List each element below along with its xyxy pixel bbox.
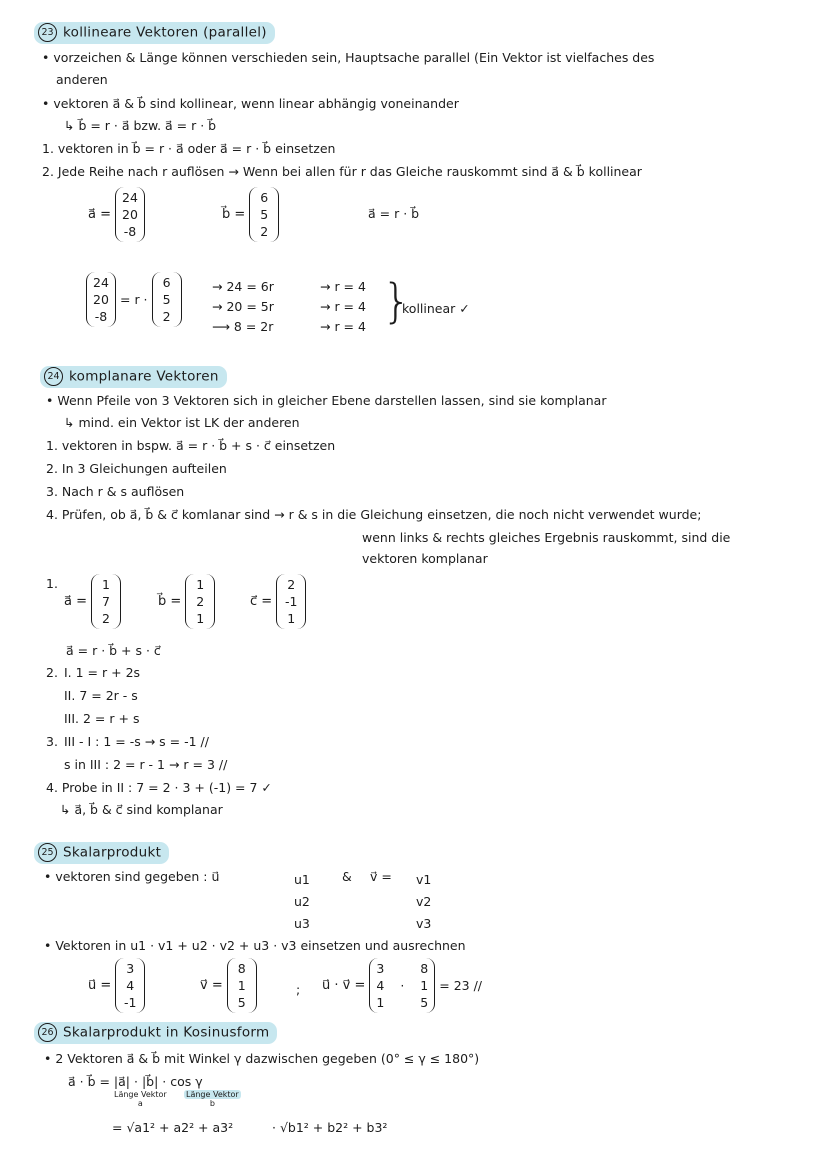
component: v2 <box>416 894 432 909</box>
column-vector <box>227 958 257 1013</box>
s23-bullet-2: • vektoren a⃗ & b⃗ sind kollinear, wenn linear abhängig voneinander <box>42 96 459 111</box>
component: 4 <box>376 978 385 993</box>
s24-step-4-cont2: vektoren komplanar <box>362 551 488 566</box>
s26-length-b-note <box>184 1090 241 1108</box>
column-vector <box>91 574 121 629</box>
s24-equation-I: I. 1 = r + 2s <box>64 665 141 680</box>
row-equation: → 20 = 5r <box>212 299 274 314</box>
s23-vector-b <box>222 187 279 242</box>
s25-bullet-1: • vektoren sind gegeben : u⃗ <box>44 869 220 884</box>
component: 6 <box>260 190 269 205</box>
dot-product-label: u⃗ · v⃗ = <box>322 978 366 993</box>
component: 1 <box>102 577 110 592</box>
r-result: → r = 4 <box>320 299 366 314</box>
component: v1 <box>416 872 432 887</box>
s24-solve-s: III - I : 1 = -s → s = -1 // <box>64 734 209 749</box>
s24-solve-r: s in III : 2 = r - 1 → r = 3 // <box>64 757 228 772</box>
column-vector <box>115 187 145 242</box>
annotation: Länge Vektor <box>114 1090 167 1099</box>
s23-result: kollinear ✓ <box>402 301 470 316</box>
component: 2 <box>162 309 171 324</box>
column-vector <box>115 958 145 1013</box>
s24-vector-a <box>64 574 121 629</box>
section-26-header <box>34 1022 277 1044</box>
component: 8 <box>237 961 246 976</box>
component: 5 <box>162 292 171 307</box>
component: -1 <box>124 995 137 1010</box>
vector-label: a⃗ = <box>64 594 87 609</box>
section-24-header <box>40 366 227 388</box>
annotation: b <box>209 1099 215 1108</box>
component: 4 <box>126 978 135 993</box>
r-multiplier: = r · <box>120 292 148 307</box>
s23-bullet-1-cont: anderen <box>56 72 108 87</box>
row-equation: → 24 = 6r <box>212 279 274 294</box>
s24-step-4-cont: wenn links & rechts gleiches Ergebnis rauskommt, sind die <box>362 530 731 545</box>
s24-conclusion: ↳ a⃗, b⃗ & c⃗ sind komplanar <box>60 802 223 817</box>
s23-r-results <box>320 277 366 337</box>
component: 1 <box>287 611 296 626</box>
s23-step-1: 1. vektoren in b⃗ = r · a⃗ oder a⃗ = r · b⃗ einsetzen <box>42 141 336 156</box>
vector-label: a⃗ = <box>88 207 111 222</box>
s26-bullet-1: • 2 Vektoren a⃗ & b⃗ mit Winkel γ dazwischen gegeben (0° ≤ γ ≤ 180°) <box>44 1051 480 1066</box>
s24-step-4: 4. Prüfen, ob a⃗, b⃗ & c⃗ komlanar sind → r & s in die Gleichung einsetzen, die noch nicht verwendet wurde; <box>46 507 702 522</box>
component: 8 <box>420 961 429 976</box>
section-25-header <box>34 842 169 864</box>
component: v3 <box>416 916 432 931</box>
s23-bullet-2-sub: ↳ b⃗ = r · a⃗ bzw. a⃗ = r · b⃗ <box>64 118 217 133</box>
component: u1 <box>294 872 310 887</box>
component: -8 <box>94 309 108 324</box>
column-vector <box>249 187 279 242</box>
s24-step-3: 3. Nach r & s auflösen <box>46 484 185 499</box>
s24-general-equation: a⃗ = r · b⃗ + s · c⃗ <box>66 643 161 658</box>
component: u3 <box>294 916 310 931</box>
component: 2 <box>260 224 269 239</box>
ampersand: & <box>342 869 352 884</box>
section-title: Skalarprodukt <box>63 844 162 861</box>
vector-label: c⃗ = <box>250 594 273 609</box>
component: 5 <box>260 207 269 222</box>
r-result: → r = 4 <box>320 319 366 334</box>
section-number: 23 <box>38 23 57 42</box>
dot-product-result: = 23 // <box>439 978 482 993</box>
component: u2 <box>294 894 310 909</box>
section-title: komplanare Vektoren <box>69 368 219 385</box>
r-result: → r = 4 <box>320 279 366 294</box>
row-equation: ⟶ 8 = 2r <box>212 319 274 334</box>
component: 5 <box>237 995 246 1010</box>
annotation: Länge Vektor <box>186 1090 239 1099</box>
s24-vector-c <box>250 574 306 629</box>
s24-step-2: 2. In 3 Gleichungen aufteilen <box>46 461 227 476</box>
s26-length-a-note <box>114 1090 167 1108</box>
s23-row-equations <box>212 277 274 337</box>
s26-formula: a⃗ · b⃗ = |a⃗| · |b⃗| · cos γ <box>68 1074 203 1089</box>
component: 1 <box>196 577 205 592</box>
s24-equation-III: III. 2 = r + s <box>64 711 140 726</box>
s24-step3-number: 3. <box>46 734 58 749</box>
section-title: Skalarprodukt in Kosinusform <box>63 1024 270 1041</box>
component: 24 <box>122 190 138 205</box>
component: 1 <box>237 978 246 993</box>
s26-sqrt-a: = √a1² + a2² + a3² <box>112 1120 234 1135</box>
s24-example-number: 1. <box>46 576 58 591</box>
component: 6 <box>162 275 171 290</box>
s23-equation: a⃗ = r · b⃗ <box>368 206 420 221</box>
curly-brace-icon: } <box>382 274 412 328</box>
semicolon: ; <box>296 982 301 997</box>
s24-bullet-1: • Wenn Pfeile von 3 Vektoren sich in gleicher Ebene darstellen lassen, sind sie komplanar <box>46 393 607 408</box>
dot-operator: · <box>400 978 405 993</box>
s24-step2-number: 2. <box>46 665 58 680</box>
component: 3 <box>376 961 385 976</box>
s25-vector-u <box>88 958 145 1013</box>
component: 1 <box>376 995 385 1010</box>
s23-step-2: 2. Jede Reihe nach r auflösen → Wenn bei allen für r das Gleiche rauskommt sind a⃗ & b⃗ kollinear <box>42 164 642 179</box>
s24-check: 4. Probe in II : 7 = 2 · 3 + (-1) = 7 ✓ <box>46 780 272 795</box>
component: 20 <box>93 292 109 307</box>
component: 2 <box>102 611 110 626</box>
section-title: kollineare Vektoren (parallel) <box>63 24 267 41</box>
combined-matrix <box>369 958 435 1013</box>
section-23-header <box>34 22 275 44</box>
section-number: 26 <box>38 1023 57 1042</box>
column-vector <box>185 574 215 629</box>
s25-vector-u-components <box>294 869 310 935</box>
s25-dot-product <box>322 958 482 1013</box>
s24-vector-b <box>158 574 215 629</box>
s25-bullet-2: • Vektoren in u1 · v1 + u2 · v2 + u3 · v3 einsetzen und ausrechnen <box>44 938 466 953</box>
component: 2 <box>287 577 296 592</box>
vector-label: u⃗ = <box>88 978 112 993</box>
s23-bullet-1: • vorzeichen & Länge können verschieden sein, Hauptsache parallel (Ein Vektor ist vielfaches des <box>42 50 655 65</box>
s25-vector-v-components <box>416 869 431 935</box>
s24-equation-II: II. 7 = 2r - s <box>64 688 138 703</box>
component: 5 <box>420 995 429 1010</box>
s23-calc-left <box>86 272 182 327</box>
component: 24 <box>93 275 109 290</box>
vector-label: v⃗ = <box>200 978 223 993</box>
section-number: 24 <box>44 367 63 386</box>
column-vector <box>276 574 306 629</box>
s26-sqrt-b: · √b1² + b2² + b3² <box>272 1120 388 1135</box>
column-vector <box>152 272 182 327</box>
s24-step-1: 1. vektoren in bspw. a⃗ = r · b⃗ + s · c⃗ einsetzen <box>46 438 336 453</box>
component: -1 <box>284 594 298 609</box>
vector-label: b⃗ = <box>222 207 246 222</box>
component: 1 <box>196 611 205 626</box>
s24-bullet-1-sub: ↳ mind. ein Vektor ist LK der anderen <box>64 415 300 430</box>
vector-label: b⃗ = <box>158 594 182 609</box>
annotation: a <box>137 1099 143 1108</box>
component: 7 <box>102 594 110 609</box>
component: -8 <box>123 224 137 239</box>
component: 20 <box>122 207 138 222</box>
component: 1 <box>420 978 429 993</box>
s23-vector-a <box>88 187 145 242</box>
section-number: 25 <box>38 843 57 862</box>
component: 2 <box>196 594 205 609</box>
column-vector <box>86 272 116 327</box>
s25-vector-v <box>200 958 257 1013</box>
component: 3 <box>126 961 135 976</box>
s25-v-label: v⃗ = <box>370 869 392 884</box>
